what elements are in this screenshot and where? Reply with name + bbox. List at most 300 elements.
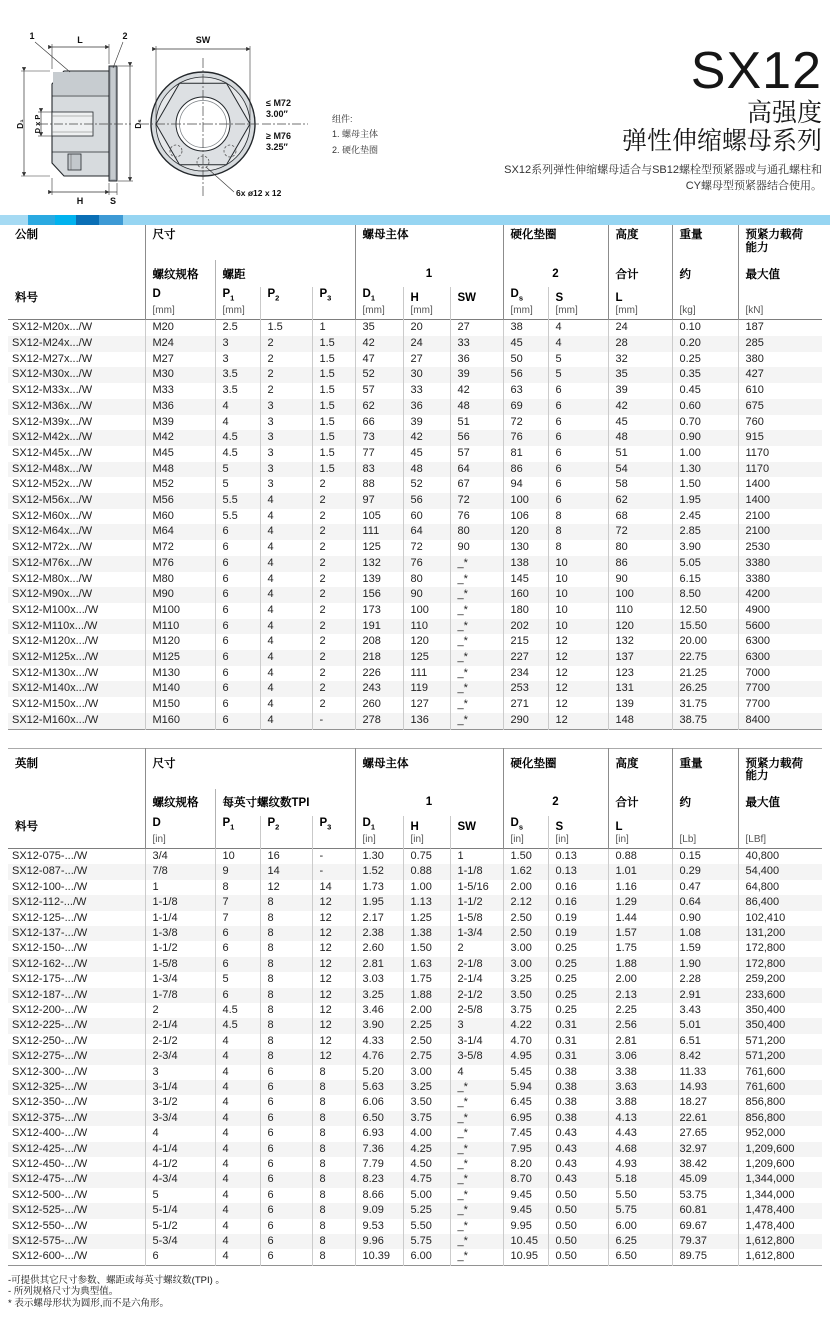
table-cell: 120 [403,634,450,650]
table-cell: 856,800 [738,1095,822,1110]
table-cell: 2.45 [672,509,738,525]
table-cell: 0.38 [548,1111,608,1126]
table-cell: 0.38 [548,1065,608,1080]
table-cell: 4.25 [403,1142,450,1157]
table-cell: 12 [548,634,608,650]
table-cell: 1400 [738,477,822,493]
table-cell: 7/8 [145,864,215,879]
table-cell: 4.13 [608,1111,672,1126]
table-cell: SX12-M100x.../W [12,603,99,616]
table-cell: 427 [738,367,822,383]
subheader-washer-number: 2 [503,789,608,816]
table-row [8,1172,822,1187]
table-cell: 4 [260,556,312,572]
table-cell: 2 [312,524,355,540]
table-cell: 271 [503,697,548,713]
section-view-drawing [15,31,143,206]
range-small-label: ≤ M72 [266,98,291,108]
table-row [8,1080,822,1095]
table-cell: 62 [608,493,672,509]
metric-table-header [8,220,822,320]
table-row [8,957,822,972]
column-header-sw: SW [450,816,503,849]
table-cell: 18.27 [672,1095,738,1110]
table-cell: 5.20 [355,1065,403,1080]
table-cell: 16 [260,848,312,864]
subtitle-strength: 高强度 [746,98,822,127]
table-cell: 27 [450,320,503,336]
table-cell: 83 [355,462,403,478]
table-cell: 12 [548,650,608,666]
table-cell: 6.25 [608,1234,672,1249]
table-cell: 132 [608,634,672,650]
column-header-p1: $P_1$ [mm] [215,287,260,320]
footnote-round-shape: * 表示螺母形状为圆形,而不是六角形。 [8,1297,169,1309]
table-cell: 1.63 [403,957,450,972]
table-cell: 1.57 [608,926,672,941]
table-cell: 94 [503,477,548,493]
table-cell: 12 [548,681,608,697]
table-cell: 63 [503,383,548,399]
table-cell: SX12-250-.../W [12,1034,88,1047]
table-cell: 42 [608,399,672,415]
column-header-ds: $D_s$ [in] [503,816,548,849]
column-header-kn: [kN] [738,287,822,320]
table-cell: 8.23 [355,1172,403,1187]
table-cell: 1.5 [312,367,355,383]
table-cell: 76 [450,509,503,525]
table-cell: 10 [548,556,608,572]
column-header-p3: $P_3$ [312,816,355,849]
table-cell: 8.20 [503,1157,548,1172]
table-cell: 4 [260,697,312,713]
table-cell: 4.76 [355,1049,403,1064]
table-cell: 1-5/8 [450,911,503,926]
table-cell: _* [450,572,503,588]
table-cell: 2530 [738,540,822,556]
table-cell: 259,200 [738,972,822,987]
table-cell: 80 [403,572,450,588]
table-cell: 1170 [738,462,822,478]
table-cell: 3.06 [608,1049,672,1064]
table-cell: 761,600 [738,1080,822,1095]
table-cell: 2-1/2 [450,988,503,1003]
bar-segment [55,215,76,225]
dim-label-h: H [76,196,84,206]
table-cell: 6 [215,697,260,713]
table-row [8,572,822,588]
table-cell: SX12-187-.../W [12,988,88,1001]
table-cell: 1.5 [260,320,312,336]
table-cell: 60 [403,509,450,525]
table-cell: SX12-M30x.../W [12,368,93,381]
table-cell: 12 [312,1034,355,1049]
table-cell: 5-1/4 [145,1203,215,1218]
table-cell: 233,600 [738,988,822,1003]
table-cell: 8 [312,1234,355,1249]
table-cell: 2 [312,681,355,697]
table-row [8,509,822,525]
column-header-p2: $P_2$ [260,287,312,320]
table-row [8,681,822,697]
table-cell: 4.00 [403,1126,450,1141]
table-cell: 4-1/2 [145,1157,215,1172]
subheader-pitch: 螺距 [215,260,355,287]
table-row [8,864,822,879]
table-cell: _* [450,1249,503,1265]
table-cell: 2.25 [608,1003,672,1018]
table-cell: 1.73 [355,880,403,895]
table-cell: 4 [215,1188,260,1203]
table-cell: 1-3/4 [145,972,215,987]
table-cell: 9.53 [355,1219,403,1234]
imperial-region-label: 英制 [15,757,38,770]
table-cell: 3.75 [503,1003,548,1018]
table-row [8,336,822,352]
table-cell: 72 [608,524,672,540]
table-cell: 8400 [738,713,822,729]
column-header-p1: $P_1$ [215,816,260,849]
table-cell: 33 [403,383,450,399]
table-cell: 72 [403,540,450,556]
table-cell: _* [450,1095,503,1110]
table-cell: M27 [145,352,215,368]
table-cell: 6 [260,1249,312,1265]
table-cell: 2 [450,941,503,956]
table-cell: 1.29 [608,895,672,910]
table-cell: 0.88 [608,848,672,864]
subheader-height-total: 合计 [608,789,672,816]
table-cell: 3 [260,477,312,493]
table-cell: - [312,848,355,864]
table-cell: 7.45 [503,1126,548,1141]
table-cell: 3.25 [503,972,548,987]
table-cell: M45 [145,446,215,462]
table-cell: 172,800 [738,941,822,956]
subheader-tpi: 每英寸螺纹数TPI [215,789,355,816]
table-cell: 42 [355,336,403,352]
table-cell: 5 [215,477,260,493]
table-cell: 6.00 [608,1219,672,1234]
table-cell: 4 [260,493,312,509]
table-cell: 2.00 [503,880,548,895]
table-cell: 2 [312,540,355,556]
table-cell: 6 [260,1111,312,1126]
footnote-typical-values: - 所列规格尺寸为典型值。 [8,1286,119,1298]
table-cell: 54 [608,462,672,478]
table-cell: 1.5 [312,352,355,368]
table-cell: 15.50 [672,619,738,635]
table-cell: 1,612,800 [738,1249,822,1265]
table-row [8,697,822,713]
footnote-other-sizes: -可提供其它尺寸参数、螺距或每英寸螺纹数(TPI) 。 [8,1274,225,1286]
table-cell: 21.25 [672,666,738,682]
table-cell: 3.38 [608,1065,672,1080]
table-cell: 5.18 [608,1172,672,1187]
table-cell: 52 [403,477,450,493]
group-header-preload: 预紧力载荷能力 [745,757,803,783]
table-cell: 8 [312,1111,355,1126]
table-cell: 3.90 [355,1018,403,1033]
table-cell: 571,200 [738,1049,822,1064]
column-header-lb: [Lb] [672,816,738,849]
table-cell: 1.88 [403,988,450,1003]
table-cell: 6.15 [672,572,738,588]
legend-item-nut-body: 1. 螺母主体 [332,129,379,140]
table-cell: - [312,864,355,879]
table-cell: 12 [312,972,355,987]
table-cell: 2 [312,603,355,619]
table-cell: SX12-200-.../W [12,1003,88,1016]
table-cell: 86,400 [738,895,822,910]
table-cell: SX12-M72x.../W [12,541,93,554]
table-row [8,462,822,478]
table-cell: 2.12 [503,895,548,910]
table-cell: 0.25 [548,988,608,1003]
table-cell: 278 [355,713,403,729]
table-cell: 6 [215,619,260,635]
table-cell: 9.95 [503,1219,548,1234]
table-cell: 2.38 [355,926,403,941]
table-cell: 0.15 [672,848,738,864]
bar-segment [76,215,99,225]
table-cell: 9.45 [503,1203,548,1218]
table-cell: 1.50 [403,941,450,956]
table-cell: 6.50 [608,1249,672,1265]
table-cell: 64 [450,462,503,478]
table-cell: 100 [403,603,450,619]
table-cell: 48 [450,399,503,415]
table-cell: 0.60 [672,399,738,415]
table-cell: 8 [215,880,260,895]
table-cell: 1.5 [312,399,355,415]
table-cell: 31.75 [672,697,738,713]
table-cell: 10 [548,619,608,635]
table-cell: 2-1/8 [450,957,503,972]
table-cell: 1.00 [672,446,738,462]
table-cell: 2-5/8 [450,1003,503,1018]
column-header-d1: $D_1$ [in] [355,816,403,849]
subheader-weight-approx: 约 [672,260,738,287]
table-row [8,1034,822,1049]
table-cell: 3.25 [403,1080,450,1095]
table-cell: 69 [503,399,548,415]
table-cell: 2.85 [672,524,738,540]
table-cell: 4 [260,650,312,666]
description-line-1: SX12系列弹性伸缩螺母适合与SB12螺栓型预紧器或与通孔螺柱和 [504,163,822,176]
table-cell: 130 [503,540,548,556]
table-cell: 4.68 [608,1142,672,1157]
callout-1-label: 1 [29,31,35,41]
group-header-washer: 硬化垫圈 [503,220,608,260]
table-cell: 915 [738,430,822,446]
table-cell: SX12-M39x.../W [12,415,93,428]
table-cell: 131,200 [738,926,822,941]
table-cell: 8 [260,1049,312,1064]
table-cell: 1,209,600 [738,1142,822,1157]
table-cell: 2 [312,587,355,603]
table-cell: 4 [215,399,260,415]
table-cell: 173 [355,603,403,619]
table-cell: 39 [450,367,503,383]
table-cell: - [312,713,355,729]
table-cell: 100 [503,493,548,509]
table-cell: SX12-137-.../W [12,926,88,939]
table-cell: M110 [145,619,215,635]
table-cell: _* [450,556,503,572]
table-cell: 0.90 [672,430,738,446]
table-cell: 1.50 [503,848,548,864]
table-cell: 2 [312,509,355,525]
table-cell: 1-5/16 [450,880,503,895]
table-cell: 12 [312,1049,355,1064]
table-cell: 72 [503,415,548,431]
bar-segment [99,215,123,225]
table-row [8,556,822,572]
table-cell: 3.00 [503,941,548,956]
table-cell: 5.01 [672,1018,738,1033]
table-cell: 1.90 [672,957,738,972]
table-cell: 4 [215,1065,260,1080]
table-cell: 11.33 [672,1065,738,1080]
table-cell: 6 [215,556,260,572]
table-cell: M100 [145,603,215,619]
table-cell: 5.94 [503,1080,548,1095]
table-cell: 3.43 [672,1003,738,1018]
table-cell: 2.5 [215,320,260,336]
table-cell: 120 [503,524,548,540]
table-cell: 2.81 [355,957,403,972]
table-cell: 1.5 [312,415,355,431]
imperial-table [8,748,822,1266]
table-cell: M33 [145,383,215,399]
table-cell: 6 [215,666,260,682]
table-cell: 76 [403,556,450,572]
table-cell: 6 [260,1142,312,1157]
subheader-weight-approx: 约 [672,789,738,816]
title-block [504,44,822,195]
table-cell: 8 [260,957,312,972]
table-cell: 4 [260,681,312,697]
table-cell: 191 [355,619,403,635]
table-cell: SX12-425-.../W [12,1142,88,1155]
table-row [8,619,822,635]
holes-spec-label: 6x ø12 x 12 [236,188,282,198]
table-cell: 8 [312,1219,355,1234]
table-row [8,666,822,682]
table-cell: 1.95 [672,493,738,509]
table-cell: 120 [608,619,672,635]
table-cell: 6 [145,1249,215,1265]
table-cell: 2.28 [672,972,738,987]
table-cell: SX12-075-.../W [12,849,88,862]
table-cell: _* [450,634,503,650]
table-cell: M39 [145,415,215,431]
dim-label-s: S [109,196,117,206]
column-header-h: H [mm] [403,287,450,320]
group-header-weight: 重量 [672,220,738,260]
table-cell: SX12-M90x.../W [12,588,93,601]
table-cell: 3.00 [403,1065,450,1080]
table-cell: 5.75 [403,1234,450,1249]
column-header-p3: $P_3$ [312,287,355,320]
table-row [8,1249,822,1265]
table-cell: 47 [355,352,403,368]
bar-segment [0,215,28,225]
table-row [8,367,822,383]
table-cell: 4 [260,572,312,588]
table-row [8,320,822,336]
table-cell: SX12-M42x.../W [12,431,93,444]
column-header-sw: SW [450,287,503,320]
group-header-height: 高度 [608,220,672,260]
table-cell: 20.00 [672,634,738,650]
table-cell: 22.75 [672,650,738,666]
table-row [8,972,822,987]
table-cell: 10 [215,848,260,864]
table-cell: 0.31 [548,1049,608,1064]
subheader-washer-number: 2 [503,260,608,287]
table-cell: M76 [145,556,215,572]
table-cell: 2 [312,619,355,635]
table-cell: 8 [312,1065,355,1080]
table-row [8,399,822,415]
table-cell: 2.50 [503,926,548,941]
table-cell: 45 [608,415,672,431]
table-cell: 12.50 [672,603,738,619]
table-cell: 90 [450,540,503,556]
table-cell: 202 [503,619,548,635]
table-cell: 125 [355,540,403,556]
table-cell: 6.45 [503,1095,548,1110]
table-cell: 5.75 [608,1203,672,1218]
table-cell: 4.22 [503,1018,548,1033]
table-cell: 36 [403,399,450,415]
table-cell: 8 [312,1249,355,1265]
table-cell: 2-3/4 [145,1049,215,1064]
table-cell: 6 [548,399,608,415]
table-cell: SX12-M33x.../W [12,384,93,397]
table-cell: 24 [608,320,672,336]
table-cell: 7700 [738,697,822,713]
table-cell: SX12-450-.../W [12,1158,88,1170]
table-cell: 8.70 [503,1172,548,1187]
imperial-table-header [8,748,822,848]
table-cell: 6 [215,572,260,588]
table-cell: 3380 [738,572,822,588]
table-cell: 6 [215,540,260,556]
table-cell: 610 [738,383,822,399]
table-cell: 6 [260,1219,312,1234]
table-row [8,1188,822,1203]
table-cell: 8 [312,1095,355,1110]
table-cell: 5.00 [403,1188,450,1203]
table-cell: 6 [260,1080,312,1095]
table-cell: 8 [260,926,312,941]
table-cell: 1.16 [608,880,672,895]
table-cell: 7700 [738,681,822,697]
table-cell: M36 [145,399,215,415]
table-cell: 4 [260,666,312,682]
table-cell: M160 [145,713,215,729]
table-cell: SX12-M60x.../W [12,509,93,522]
table-cell: 5 [145,1188,215,1203]
table-cell: 2 [312,697,355,713]
table-cell: SX12-M45x.../W [12,446,93,459]
table-cell: 187 [738,320,822,336]
table-cell: 148 [608,713,672,729]
table-cell: 14 [260,864,312,879]
